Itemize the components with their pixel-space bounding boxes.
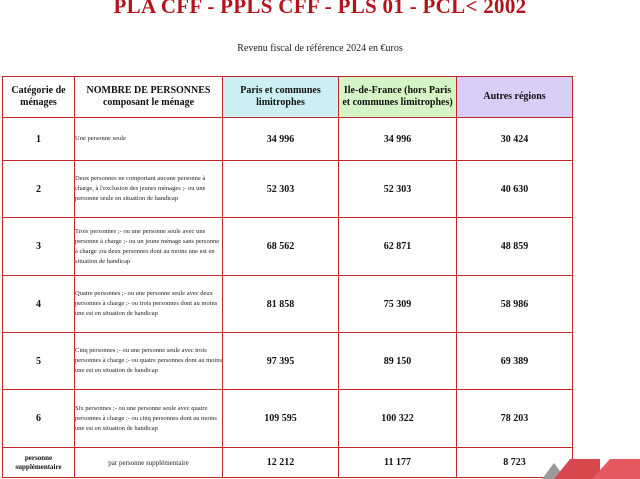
- idf-value: 62 871: [339, 218, 457, 276]
- idf-value: 100 322: [339, 390, 457, 448]
- idf-value: 11 177: [339, 448, 457, 478]
- idf-value: 75 309: [339, 276, 457, 333]
- paris-value: 52 303: [223, 161, 339, 218]
- other-value: 69 389: [457, 333, 573, 390]
- other-value: 40 630: [457, 161, 573, 218]
- other-value: 58 986: [457, 276, 573, 333]
- paris-value: 34 996: [223, 118, 339, 161]
- table-row: [3, 333, 573, 390]
- paris-value: 12 212: [223, 448, 339, 478]
- table-row: [3, 118, 573, 161]
- header-ile-de-france: Ile-de-France (hors Paris et communes limitrophes): [339, 77, 457, 118]
- description-cell: Trois personnes ;- ou une personne seule avec une personne à charge ;- ou un jeune ménage sans personne à charge ;ou deux personnes dont au moins une est en situation de handicap: [75, 218, 223, 276]
- description-cell: Une personne seule: [75, 118, 223, 161]
- table-header-row: [3, 77, 573, 118]
- paris-value: 68 562: [223, 218, 339, 276]
- idf-value: 34 996: [339, 118, 457, 161]
- category-cell: 2: [3, 161, 75, 218]
- other-value: 30 424: [457, 118, 573, 161]
- header-category: Catégorie de ménages: [3, 77, 75, 118]
- table-row: [3, 390, 573, 448]
- category-cell: 4: [3, 276, 75, 333]
- description-cell: Cinq personnes ;- ou une personne seule avec trois personnes à charge ;- ou quatre personnes dont au moins une est en situation de handicap: [75, 333, 223, 390]
- category-cell: 5: [3, 333, 75, 390]
- header-persons: NOMBRE DE PERSONNES composant le ménage: [75, 77, 223, 118]
- description-cell: par personne supplémentaire: [75, 448, 223, 478]
- paris-value: 97 395: [223, 333, 339, 390]
- other-value: 48 859: [457, 218, 573, 276]
- corner-logo-icon: [530, 459, 640, 479]
- idf-value: 52 303: [339, 161, 457, 218]
- paris-value: 81 858: [223, 276, 339, 333]
- other-value: 78 203: [457, 390, 573, 448]
- income-ceiling-table: [2, 76, 573, 478]
- description-cell: Quatre personnes ;- ou une personne seule avec deux personnes à charge ;- ou trois personnes dont au moins une est en situation de handicap: [75, 276, 223, 333]
- category-cell: 3: [3, 218, 75, 276]
- other-value: 8 723: [457, 448, 573, 478]
- idf-value: 89 150: [339, 333, 457, 390]
- table-row: [3, 276, 573, 333]
- paris-value: 109 595: [223, 390, 339, 448]
- table-row: [3, 161, 573, 218]
- document-subtitle: Revenu fiscal de référence 2024 en €uros: [237, 43, 403, 54]
- description-cell: Deux personnes ne comportant aucune personne à charge, à l'exclusion des jeunes ménages ;- ou une personne seule en situation de handicap: [75, 161, 223, 218]
- category-cell: personne supplémentaire: [3, 448, 75, 478]
- document-title: PLA CFF - PPLS CFF - PLS 01 - PCL< 2002: [113, 0, 527, 18]
- table-row: [3, 218, 573, 276]
- category-cell: 6: [3, 390, 75, 448]
- header-other-regions: Autres régions: [457, 77, 573, 118]
- table-row-extra-person: [3, 448, 573, 478]
- header-paris: Paris et communes limitrophes: [223, 77, 339, 118]
- category-cell: 1: [3, 118, 75, 161]
- description-cell: Six personnes ;- ou une personne seule avec quatre personnes à charge ;- ou cinq personnes dont au moins une est en situation de handicap: [75, 390, 223, 448]
